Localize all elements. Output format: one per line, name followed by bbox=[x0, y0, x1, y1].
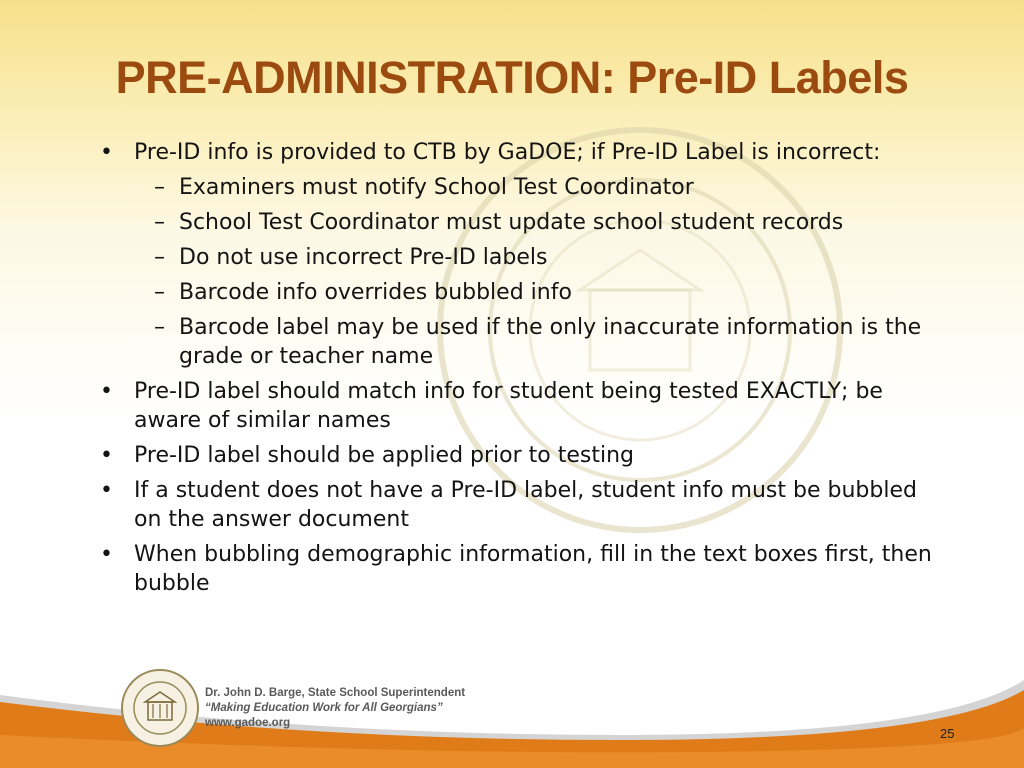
bullet-marker: • bbox=[100, 443, 113, 468]
sub-text: Barcode label may be used if the only inaccurate information is the grade or teacher name bbox=[179, 315, 922, 369]
bullet-text: Pre-ID label should be applied prior to testing bbox=[134, 443, 635, 468]
list-item bbox=[98, 138, 938, 167]
sub-text: School Test Coordinator must update school student records bbox=[179, 210, 844, 235]
sub-list-item bbox=[98, 173, 938, 202]
bullet-list bbox=[98, 138, 938, 604]
department-of-education-logo bbox=[120, 668, 200, 748]
bullet-marker: • bbox=[100, 478, 113, 503]
footer-credits bbox=[205, 686, 465, 731]
list-item bbox=[98, 441, 938, 470]
page-number: 25 bbox=[940, 726, 955, 741]
bullet-text: When bubbling demographic information, fill in the text boxes first, then bubble bbox=[134, 542, 932, 596]
dash-marker: – bbox=[154, 245, 165, 270]
sub-list-item bbox=[98, 208, 938, 237]
dash-marker: – bbox=[154, 210, 165, 235]
sub-text: Examiners must notify School Test Coordinator bbox=[179, 175, 694, 200]
bullet-text: Pre-ID info is provided to CTB by GaDOE; if Pre-ID Label is incorrect: bbox=[134, 140, 881, 165]
sub-text: Do not use incorrect Pre-ID labels bbox=[179, 245, 548, 270]
bullet-text: Pre-ID label should match info for student being tested EXACTLY; be aware of similar names bbox=[134, 379, 883, 433]
website-link[interactable]: www.gadoe.org bbox=[205, 717, 291, 729]
slide-title: PRE-ADMINISTRATION: Pre-ID Labels bbox=[115, 52, 909, 103]
sub-list-item bbox=[98, 278, 938, 307]
superintendent-line: Dr. John D. Barge, State School Superintendent bbox=[205, 687, 466, 699]
bullet-marker: • bbox=[100, 140, 113, 165]
list-item bbox=[98, 476, 938, 534]
sub-list-item bbox=[98, 243, 938, 272]
bullet-marker: • bbox=[100, 542, 113, 567]
motto-line: “Making Education Work for All Georgians” bbox=[205, 702, 443, 714]
dash-marker: – bbox=[154, 175, 165, 200]
list-item bbox=[98, 377, 938, 435]
sub-text: Barcode info overrides bubbled info bbox=[179, 280, 572, 305]
bullet-text: If a student does not have a Pre-ID label, student info must be bubbled on the answer document bbox=[134, 478, 917, 532]
bullet-marker: • bbox=[100, 379, 113, 404]
dash-marker: – bbox=[154, 315, 165, 340]
sub-list-item bbox=[98, 313, 938, 371]
dash-marker: – bbox=[154, 280, 165, 305]
list-item bbox=[98, 540, 938, 598]
